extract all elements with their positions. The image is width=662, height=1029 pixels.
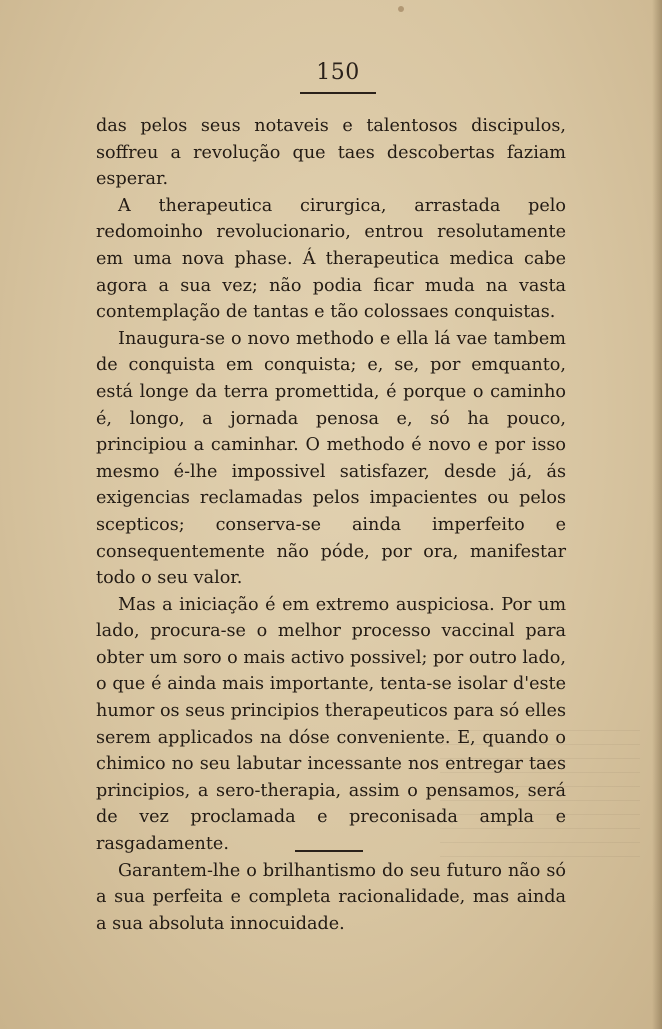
paragraph: A therapeutica cirurgica, arrastada pelo redomoinho revolucionario, entrou resolutamente em uma nova phase. Á therapeutica medica cabe agora a sua vez; não podia ficar muda na vasta contemplação de tantas e tão colossaes conquistas. — [96, 195, 566, 323]
section-end-rule — [295, 850, 363, 852]
paragraph: Mas a iniciação é em extremo auspiciosa. Por um lado, procura-se o melhor processo vaccinal para obter um soro o mais activo possivel; por outro lado, o que é ainda mais importante, tenta-se isolar d'este humor os seus principios therapeuticos para só elles serem applicados na dóse conveniente. E, quando o chimico no seu labutar incessante nos entregar taes principios, a sero-therapia, assim o pensamos, será de vez proclamada e preconisada ampla e rasgadamente. — [96, 594, 566, 855]
page-number-rule — [300, 92, 376, 94]
paragraph: Inaugura-se o novo methodo e ella lá vae tambem de conquista em conquista; e, se, por emquanto, está longe da terra promettida, é porque o caminho é, longo, a jornada penosa e, só ha pouco, principiou a caminhar. O methodo é novo e por isso mesmo é-lhe impossivel satisfazer, desde já, ás exigencias reclamadas pelos impacientes ou pelos scepticos; conserva-se ainda imperfeito e consequentemente não póde, por ora, manifestar todo o seu valor. — [96, 328, 566, 589]
paper-speck — [398, 6, 404, 12]
page-spine-shadow — [652, 0, 662, 1029]
paragraph-continued: das pelos seus notaveis e talentosos discipulos, soffreu a revolução que taes descobertas faziam esperar. — [96, 116, 566, 190]
page-number: 150 — [316, 60, 360, 85]
body-text — [96, 113, 566, 937]
paragraph: Garantem-lhe o brilhantismo do seu futuro não só a sua perfeita e completa racionalidade, mas ainda a sua absoluta innocuidade. — [96, 860, 566, 934]
